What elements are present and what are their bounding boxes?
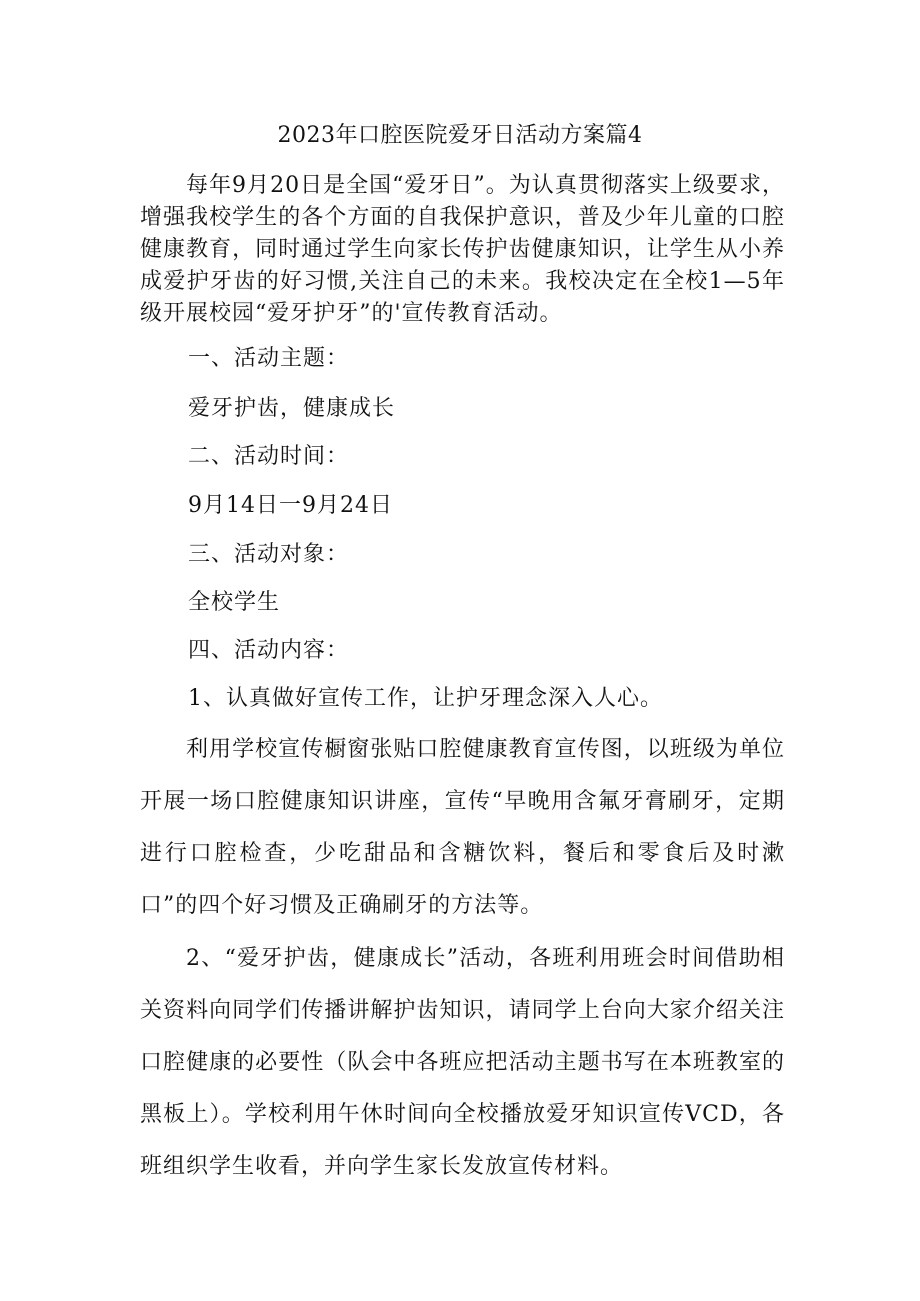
content-paragraph-2: 2、“爱牙护齿，健康成长”活动，各班利用班会时间借助相关资料向同学们传播讲解护齿知识，请同学上台向大家介绍关注口腔健康的必要性（队会中各班应把活动主题书写在本班教室的黑板上）。学校利用午休时间向全校播放爱牙知识宣传VCD，各班组织学生收看，并向学生家长发放宣传材料。	[140, 946, 785, 1179]
content-paragraph-1: 利用学校宣传橱窗张贴口腔健康教育宣传图，以班级为单位开展一场口腔健康知识讲座，宣传“早晚用含氟牙膏刷牙，定期进行口腔检查，少吃甜品和含糖饮料，餐后和零食后及时漱口”的四个好习惯及正确刷牙的方法等。	[140, 737, 785, 918]
section-content-time: 9月14日一9月24日	[188, 493, 393, 518]
intro-paragraph: 每年9月20日是全国“爱牙日”。为认真贯彻落实上级要求，增强我校学生的各个方面的自我保护意识，普及少年儿童的口腔健康教育，同时通过学生向家长传护齿健康知识，让学生从小养成爱护牙齿的好习惯,关注自己的未来。我校决定在全校1—5年级开展校园“爱牙护牙”的'宣传教育活动。	[140, 173, 785, 326]
section-heading-time: 二、活动时间：	[188, 444, 350, 469]
section-heading-theme: 一、活动主题：	[188, 346, 350, 371]
section-content-audience: 全校学生	[188, 590, 281, 615]
section-heading-audience: 三、活动对象：	[188, 542, 350, 567]
section-heading-content: 四、活动内容：	[188, 638, 350, 663]
document-title: 2023年口腔医院爱牙日活动方案篇4	[277, 123, 643, 148]
section-content-item-1: 1、认真做好宣传工作，让护牙理念深入人心。	[188, 686, 663, 711]
section-content-theme: 爱牙护齿，健康成长	[188, 396, 396, 421]
